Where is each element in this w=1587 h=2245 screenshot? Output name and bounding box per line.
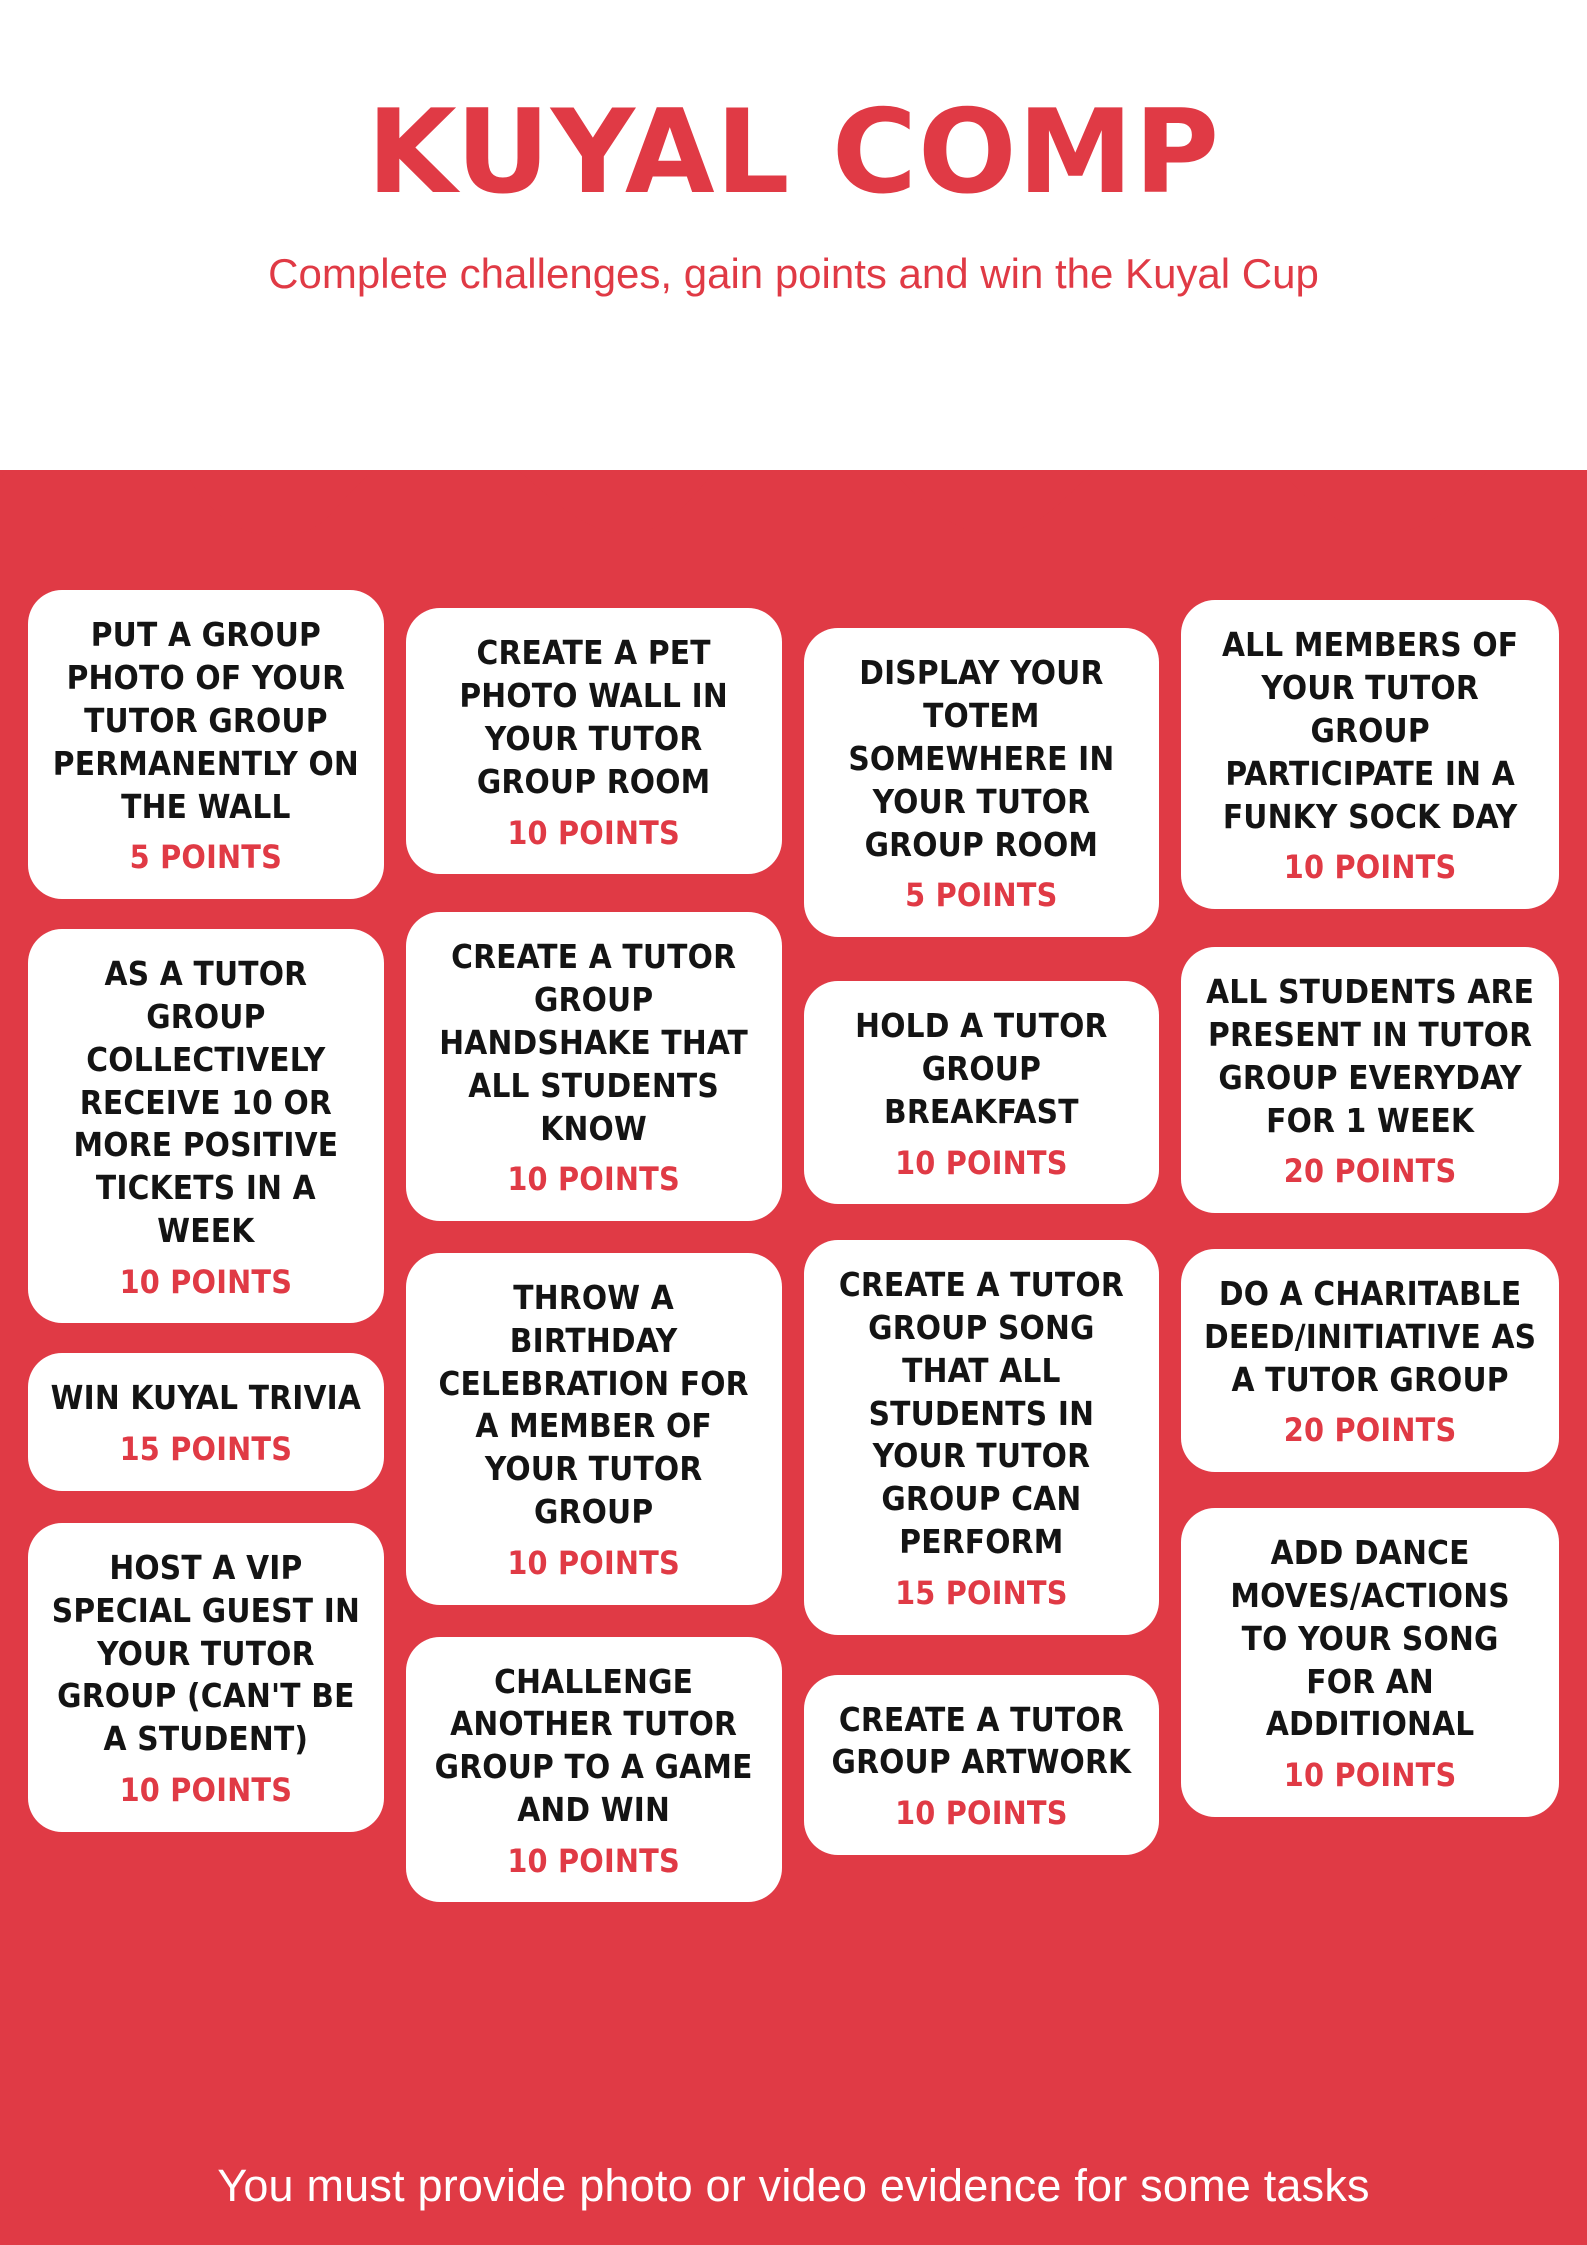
challenge-text: PUT A GROUP PHOTO OF YOUR TUTOR GROUP PERMANENTLY ON THE WALL [52, 615, 359, 826]
challenge-text: ADD DANCE MOVES/ACTIONS TO YOUR SONG FOR AN ADDITIONAL [1230, 1532, 1510, 1744]
challenge-text: CREATE A TUTOR GROUP ARTWORK [831, 1699, 1132, 1782]
challenge-card[interactable] [406, 912, 782, 1221]
challenge-card[interactable] [28, 929, 384, 1324]
challenge-card[interactable] [1181, 1249, 1559, 1472]
challenge-points: 20 POINTS [1283, 1152, 1457, 1191]
challenge-text: CREATE A TUTOR GROUP HANDSHAKE THAT ALL STUDENTS KNOW [439, 936, 748, 1148]
challenge-points: 5 POINTS [905, 876, 1058, 915]
challenge-points: 10 POINTS [119, 1263, 293, 1302]
challenge-points: 10 POINTS [1283, 848, 1457, 887]
challenge-column-4 [1181, 590, 1559, 1839]
challenge-points: 20 POINTS [1283, 1411, 1457, 1450]
poster-subtitle: Complete challenges, gain points and win the Kuyal Cup [268, 250, 1319, 297]
challenge-card[interactable] [406, 608, 782, 874]
challenge-text: HOLD A TUTOR GROUP BREAKFAST [855, 1005, 1108, 1131]
challenge-text: ALL MEMBERS OF YOUR TUTOR GROUP PARTICIPATE IN A FUNKY SOCK DAY [1221, 625, 1519, 836]
challenge-text: HOST A VIP SPECIAL GUEST IN YOUR TUTOR GROUP (CAN'T BE A STUDENT) [51, 1547, 361, 1759]
challenge-text: CREATE A TUTOR GROUP SONG THAT ALL STUDENTS IN YOUR TUTOR GROUP CAN PERFORM [838, 1264, 1124, 1562]
challenge-text: ALL STUDENTS ARE PRESENT IN TUTOR GROUP EVERYDAY FOR 1 WEEK [1206, 971, 1535, 1140]
challenge-grid [0, 590, 1587, 1924]
challenge-text: WIN KUYAL TRIVIA [50, 1378, 362, 1418]
challenge-card[interactable] [406, 1253, 782, 1605]
challenge-points: 10 POINTS [507, 1160, 680, 1199]
challenge-points: 10 POINTS [119, 1771, 293, 1810]
challenge-column-2 [406, 590, 804, 1924]
challenge-text: CHALLENGE ANOTHER TUTOR GROUP TO A GAME AND WIN [434, 1661, 753, 1830]
challenge-points: 10 POINTS [507, 1842, 680, 1881]
challenge-points: 15 POINTS [895, 1574, 1068, 1613]
footer-note: You must provide photo or video evidence for some tasks [217, 2160, 1370, 2211]
challenge-text: CREATE A PET PHOTO WALL IN YOUR TUTOR GROUP ROOM [459, 633, 728, 801]
challenge-points: 10 POINTS [1283, 1756, 1457, 1795]
challenge-card[interactable] [28, 590, 384, 899]
challenge-points: 10 POINTS [507, 813, 680, 852]
challenge-card[interactable] [1181, 947, 1559, 1213]
challenge-card[interactable] [1181, 1508, 1559, 1817]
challenge-text: DO A CHARITABLE DEED/INITIATIVE AS A TUTOR GROUP [1204, 1273, 1537, 1399]
challenge-card[interactable] [1181, 600, 1559, 909]
challenge-card[interactable] [804, 628, 1160, 937]
challenge-points: 5 POINTS [129, 838, 283, 877]
challenge-points: 15 POINTS [119, 1430, 293, 1469]
challenge-points: 10 POINTS [895, 1143, 1068, 1182]
challenge-card[interactable] [406, 1637, 782, 1903]
challenge-card[interactable] [804, 1240, 1160, 1635]
challenge-card[interactable] [28, 1523, 384, 1832]
challenge-text: AS A TUTOR GROUP COLLECTIVELY RECEIVE 10 OR MORE POSITIVE TICKETS IN A WEEK [73, 953, 339, 1251]
challenge-column-1 [28, 590, 406, 1854]
challenge-card[interactable] [804, 1675, 1160, 1855]
challenge-text: DISPLAY YOUR TOTEM SOMEWHERE IN YOUR TUTOR GROUP ROOM [848, 653, 1115, 864]
challenge-points: 10 POINTS [507, 1544, 680, 1583]
poster-footer [0, 2127, 1587, 2245]
page-title: KUYAL COMP [366, 85, 1221, 220]
poster-header [0, 0, 1587, 470]
challenge-card[interactable] [28, 1353, 384, 1490]
challenge-points: 10 POINTS [895, 1794, 1068, 1833]
challenge-column-3 [804, 590, 1182, 1877]
challenge-card[interactable] [804, 981, 1160, 1204]
challenge-text: THROW A BIRTHDAY CELEBRATION FOR A MEMBER OF YOUR TUTOR GROUP [438, 1277, 749, 1532]
